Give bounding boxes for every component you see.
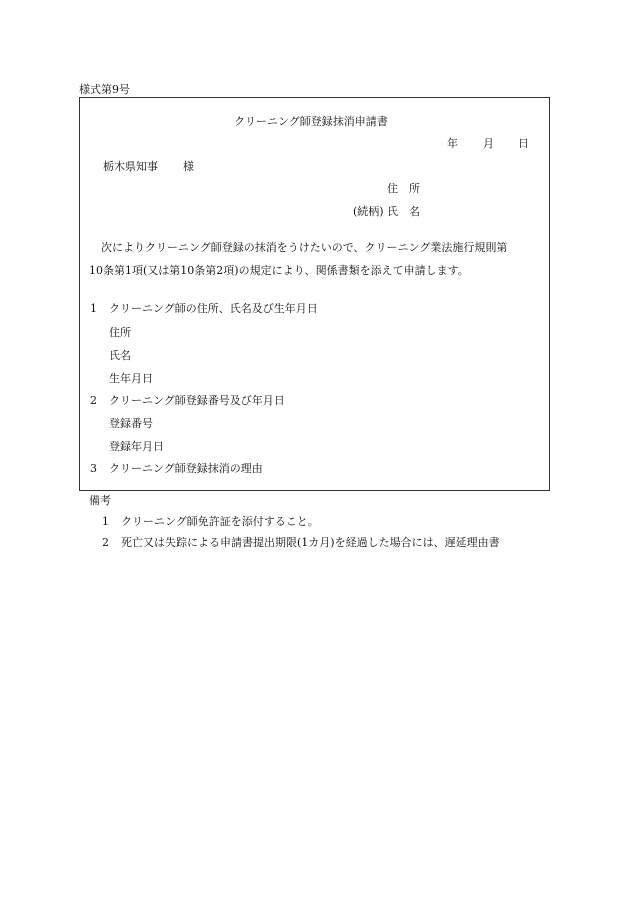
date-day-label: 日 xyxy=(518,137,529,150)
form-number: 様式第9号 xyxy=(79,83,130,96)
note-2-number: 2 xyxy=(102,536,109,549)
date-year-label: 年 xyxy=(447,137,458,150)
item-1-sub-name: 氏名 xyxy=(109,349,131,362)
addressee-name: 栃木県知事 xyxy=(103,160,158,173)
item-2-label: クリーニング師登録番号及び年月日 xyxy=(109,394,285,407)
item-3-number: 3 xyxy=(90,462,97,475)
applicant-name-label: 氏 名 xyxy=(387,205,420,218)
body-text-line-2: 10条第1項(又は第10条第2項)の規定により、関係書類を添えて申請します。 xyxy=(89,264,469,277)
item-3-label: クリーニング師登録抹消の理由 xyxy=(109,462,263,475)
item-1-sub-address: 住所 xyxy=(109,326,131,339)
note-2-text: 死亡又は失踪による申請書提出期限(1カ月)を経過した場合には、遅延理由書 xyxy=(121,536,500,549)
addressee-honorific: 様 xyxy=(183,160,194,173)
item-2-sub-reg-date: 登録年月日 xyxy=(109,440,164,453)
note-1-number: 1 xyxy=(102,515,109,528)
date-month-label: 月 xyxy=(483,137,494,150)
applicant-relationship-label: (続柄) xyxy=(353,205,384,218)
item-2-sub-reg-number: 登録番号 xyxy=(109,417,153,430)
notes-heading: 備考 xyxy=(89,494,111,507)
item-1-label: クリーニング師の住所、氏名及び生年月日 xyxy=(109,302,318,315)
note-1-text: クリーニング師免許証を添付すること。 xyxy=(121,515,319,528)
applicant-address-label: 住 所 xyxy=(387,182,420,195)
form-title: クリーニング師登録抹消申請書 xyxy=(234,115,388,128)
item-2-number: 2 xyxy=(90,394,97,407)
item-1-number: 1 xyxy=(90,302,97,315)
body-text-line-1: 次によりクリーニング師登録の抹消をうけたいので、クリーニング業法施行規則第 xyxy=(101,241,508,254)
form-frame xyxy=(79,97,550,491)
item-1-sub-birthdate: 生年月日 xyxy=(109,372,153,385)
